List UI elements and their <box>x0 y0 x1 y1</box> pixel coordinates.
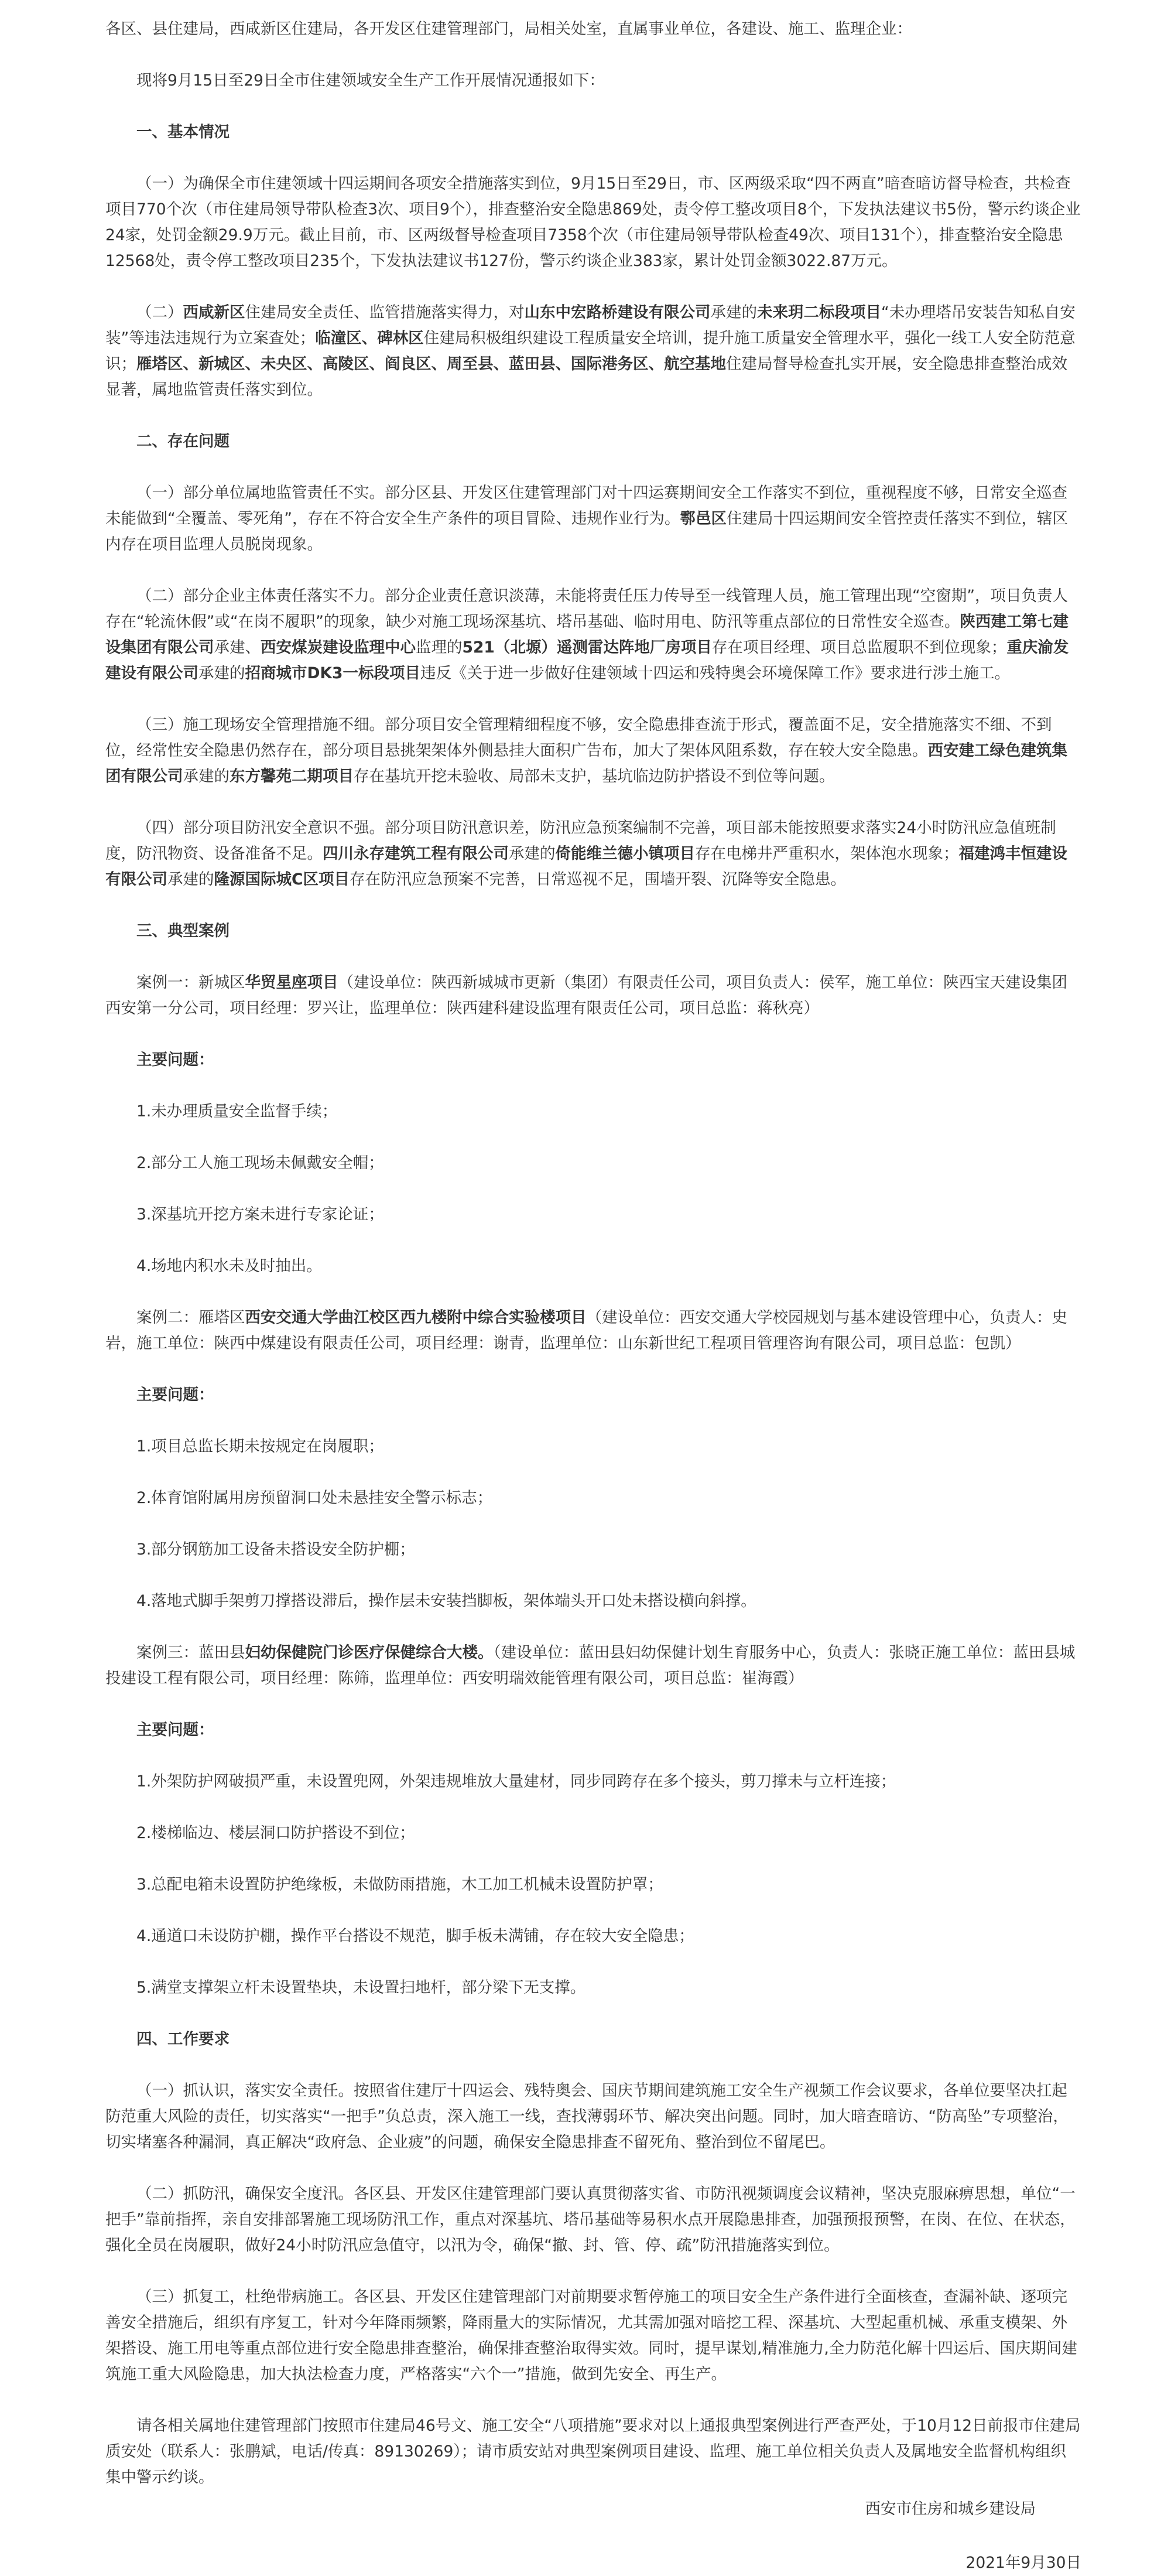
text-run: 承建的 <box>710 303 757 322</box>
case-3-item: 3.总配电箱未设置防护绝缘板，未做防雨措施，木工加工机械未设置防护罩； <box>136 1875 663 1894</box>
text-run: 存在电梯井严重积水，架体泡水现象； <box>695 845 959 863</box>
closing-paragraph: 请各相关属地住建管理部门按照市住建局46号文、施工安全“八项措施”要求对以上通报典型案例进行严查严处，于10月12日前报市住建局质安处（联系人：张鹏斌，电话/传真：89130269）；请市质安站对典型案例项目建设、监理、施工单位相关负责人及属地安全监督机构组织集中警示约谈。 <box>105 2417 1081 2486</box>
case-2-item: 4.落地式脚手架剪刀撑搭设滞后，操作层未安装挡脚板，架体端头开口处未搭设横向斜撑。 <box>136 1592 756 1610</box>
salutation: 各区、县住建局，西咸新区住建局，各开发区住建管理部门，局相关处室，直属事业单位，各建设、施工、监理企业： <box>105 20 912 38</box>
text-run: 承建的 <box>167 870 214 889</box>
bold-run: 妇幼保健院门诊医疗保健综合大楼。 <box>245 1644 494 1662</box>
problems-paragraph-3 <box>105 712 1081 790</box>
bold-run: 临潼区、碑林区 <box>315 329 424 347</box>
text-run: 住建局积极组织建设工程质量安全培训，提升施工质量安全管理水平，强化一线工人安全防范意识； <box>105 329 1076 373</box>
bold-run: 福建鸿丰恒建设有限公司 <box>105 845 1067 889</box>
requirements-paragraph-3: （三）抓复工，杜绝带病施工。各区县、开发区住建管理部门对前期要求暂停施工的项目安全生产条件进行全面核查，查漏补缺、逐项完善安全措施后，组织有序复工，针对今年降雨频繁，降雨量大的实际情况，尤其需加强对暗挖工程、深基坑、大型起重机械、承重支模架、外架搭设、施工用电等重点部位进行安全隐患排查整治，确保排查整治取得实效。同时，提早谋划,精准施力,全力防范化解十四运后、国庆期间建筑施工重大风险隐患，加大执法检查力度，严格落实“六个一”措施，做到先安全、再生产。 <box>105 2288 1077 2383</box>
problems-paragraph-4 <box>105 815 1081 893</box>
case-3-intro <box>105 1640 1081 1692</box>
issuer-signature: 西安市住房和城乡建设局 <box>865 2500 1036 2518</box>
text-run: （四）部分项目防汛安全意识不强。部分项目防汛意识差，防汛应急预案编制不完善，项目部未能按照要求落实24小时防汛应急值班制度，防汛物资、设备准备不足。 <box>105 819 1056 863</box>
problems-paragraph-1 <box>105 480 1081 558</box>
issue-date: 2021年9月30日 <box>965 2554 1081 2572</box>
text-run: 违反《关于进一步做好住建领域十四运和残特奥会环境保障工作》要求进行涉土施工。 <box>420 664 1010 682</box>
text-run: （二）部分企业主体责任落实不力。部分企业责任意识淡薄，未能将责任压力传导至一线管理人员，施工管理出现“空窗期”，项目负责人存在“轮流休假”或“在岗不履职”的现象，缺少对施工现场深基坑、塔吊基础、临时用电、防汛等重点部位的日常性安全巡查。 <box>105 587 1068 631</box>
text-run: 承建的 <box>509 845 556 863</box>
bold-run: 西咸新区 <box>183 303 245 322</box>
basic-situation-paragraph-2 <box>105 300 1081 403</box>
case-1-item: 4.场地内积水未及时抽出。 <box>136 1257 322 1275</box>
bold-run: 隆源国际城C区项目 <box>214 870 350 889</box>
text-run: （三）施工现场安全管理措施不细。部分项目安全管理精细程度不够，安全隐患排查流于形式，覆盖面不足，安全措施落实不细、不到位，经常性安全隐患仍然存在，部分项目悬挑架架体外侧悬挂大面积广告布，加大了架体风阻系数，存在较大安全隐患。 <box>105 716 1052 760</box>
section-heading-work-requirements: 四、工作要求 <box>136 2030 230 2048</box>
text-run: 住建局督导检查扎实开展，安全隐患排查整治成效显著，属地监管责任落实到位。 <box>105 355 1067 399</box>
case-2-item: 2.体育馆附属用房预留洞口处未悬挂安全警示标志； <box>136 1489 493 1507</box>
text-run: 承建的 <box>198 664 245 682</box>
bold-run: 倚能维兰德小镇项目 <box>555 845 695 863</box>
text-run: 承建的 <box>183 767 230 785</box>
bold-run: 西安煤炭建设监理中心 <box>261 638 416 657</box>
text-run: 存在项目经理、项目总监履职不到位现象； <box>711 638 1007 657</box>
text-run: （一）部分单位属地监管责任不实。部分区县、开发区住建管理部门对十四运赛期间安全工作落实不到位，重视程度不够，日常安全巡查未能做到“全覆盖、零死角”，存在不符合安全生产条件的项目冒险、违规作业行为。 <box>105 484 1067 528</box>
text-run: （建设单位：陕西新城城市更新（集团）有限责任公司，项目负责人：侯军，施工单位：陕西宝天建设集团西安第一分公司，项目经理：罗兴让，监理单位：陕西建科建设监理有限责任公司，项目总监：蒋秋亮） <box>105 973 1067 1017</box>
case-3-problems-label: 主要问题： <box>136 1721 214 1739</box>
text-run: 存在防汛应急预案不完善，日常巡视不足，围墙开裂、沉降等安全隐患。 <box>349 870 846 889</box>
bold-run: 陕西建工第七建设集团有限公司 <box>105 613 1069 657</box>
text-run: （二） <box>136 303 183 322</box>
bold-run: 鄠邑区 <box>680 510 727 528</box>
bold-run: 未来玥二标段项目 <box>757 303 881 322</box>
text-run: 承建、 <box>214 638 261 657</box>
section-heading-existing-problems: 二、存在问题 <box>136 432 230 450</box>
bold-run: 四川永存建筑工程有限公司 <box>323 845 509 863</box>
text-run: 案例一：新城区 <box>136 973 245 992</box>
intro-paragraph: 现将9月15日至29日全市住建领域安全生产工作开展情况通报如下： <box>136 71 605 90</box>
case-3-item: 4.通道口未设防护棚，操作平台搭设不规范，脚手板未满铺，存在较大安全隐患； <box>136 1927 694 1945</box>
text-run: 住建局安全责任、监管措施落实得力，对 <box>245 303 525 322</box>
case-1-intro <box>105 970 1081 1021</box>
bold-run: 重庆渝发建设有限公司 <box>105 638 1069 682</box>
bold-run: 招商城市DK3一标段项目 <box>245 664 420 682</box>
text-run: “未办理塔吊安装告知私自安装”等违法违规行为立案查处； <box>105 303 1076 347</box>
case-2-problems-label: 主要问题： <box>136 1386 214 1404</box>
bold-run: 华贸星座项目 <box>245 973 338 992</box>
text-run: 监理的 <box>416 638 463 657</box>
text-run: 案例二：雁塔区 <box>136 1309 245 1327</box>
bold-run: 521（北塬）遥测雷达阵地厂房项目 <box>462 638 712 657</box>
text-run: 住建局十四运期间安全管控责任落实不到位，辖区内存在项目监理人员脱岗现象。 <box>105 510 1068 554</box>
case-2-intro <box>105 1305 1081 1357</box>
bold-run: 山东中宏路桥建设有限公司 <box>524 303 711 322</box>
bold-run: 雁塔区、新城区、未央区、高陵区、阎良区、周至县、蓝田县、国际港务区、航空基地 <box>136 355 726 373</box>
problems-paragraph-2 <box>105 583 1081 686</box>
case-3-item: 1.外架防护网破损严重，未设置兜网，外架违规堆放大量建材，同步同跨存在多个接头，剪刀撑未与立杆连接； <box>136 1772 896 1791</box>
basic-situation-paragraph-1: （一）为确保全市住建领域十四运期间各项安全措施落实到位，9月15日至29日，市、区两级采取“四不两直”暗查暗访督导检查，共检查项目770个次（市住建局领导带队检查3次、项目9个），排查整治安全隐患869处，责令停工整改项目8个，下发执法建议书5份，警示约谈企业24家，处罚金额29.9万元。截止目前，市、区两级督导检查项目7358个次（市住建局领导带队检查49次、项目131个），排查整治安全隐患12568处，责令停工整改项目235个，下发执法建议书127份，警示约谈企业383家，累计处罚金额3022.87万元。 <box>105 175 1081 270</box>
case-2-item: 3.部分钢筋加工设备未搭设安全防护棚； <box>136 1540 415 1559</box>
requirements-paragraph-1: （一）抓认识，落实安全责任。按照省住建厅十四运会、残特奥会、国庆节期间建筑施工安全生产视频工作会议要求，各单位要坚决扛起防范重大风险的责任，切实落实“一把手”负总责，深入施工一线，查找薄弱环节、解决突出问题。同时，加大暗查暗访、“防高坠”专项整治，切实堵塞各种漏洞，真正解决“政府急、企业疲”的问题，确保安全隐患排查不留死角、整治到位不留尾巴。 <box>105 2082 1069 2151</box>
bold-run: 西安建工绿色建筑集团有限公司 <box>105 742 1067 785</box>
text-run: 存在基坑开挖未验收、局部未支护，基坑临边防护搭设不到位等问题。 <box>354 767 835 785</box>
case-3-item: 5.满堂支撑架立杆未设置垫块，未设置扫地杆，部分梁下无支撑。 <box>136 1979 586 1997</box>
case-1-item: 1.未办理质量安全监督手续； <box>136 1102 338 1120</box>
bold-run: 西安交通大学曲江校区西九楼附中综合实验楼项目 <box>245 1309 587 1327</box>
text-run: （建设单位：蓝田县妇幼保健计划生育服务中心，负责人：张晓正施工单位：蓝田县城投建设工程有限公司，项目经理：陈筛，监理单位：西安明瑞效能管理有限公司，项目总监：崔海霞） <box>105 1644 1076 1687</box>
section-heading-typical-cases: 三、典型案例 <box>136 922 230 940</box>
case-2-item: 1.项目总监长期未按规定在岗履职； <box>136 1437 384 1456</box>
text-run: 案例三：蓝田县 <box>136 1644 245 1662</box>
text-run: （建设单位：西安交通大学校园规划与基本建设管理中心，负责人：史岩，施工单位：陕西中煤建设有限责任公司，项目经理：谢青，监理单位：山东新世纪工程项目管理咨询有限公司，项目总监：包凯） <box>105 1309 1067 1352</box>
requirements-paragraph-2: （二）抓防汛，确保安全度汛。各区县、开发区住建管理部门要认真贯彻落实省、市防汛视频调度会议精神，坚决克服麻痹思想，单位“一把手”靠前指挥，亲自安排部署施工现场防汛工作，重点对深基坑、塔吊基础等易积水点开展隐患排查，加强预报预警，在岗、在位、在状态，强化全员在岗履职，做好24小时防汛应急值守，以汛为令，确保“撤、封、管、停、疏”防汛措施落实到位。 <box>105 2185 1076 2254</box>
section-heading-basic-situation: 一、基本情况 <box>136 123 230 141</box>
case-1-problems-label: 主要问题： <box>136 1051 214 1069</box>
case-1-item: 2.部分工人施工现场未佩戴安全帽； <box>136 1154 384 1172</box>
bold-run: 东方馨苑二期项目 <box>230 767 354 785</box>
case-3-item: 2.楼梯临边、楼层洞口防护搭设不到位； <box>136 1824 415 1842</box>
case-1-item: 3.深基坑开挖方案未进行专家论证； <box>136 1205 384 1224</box>
